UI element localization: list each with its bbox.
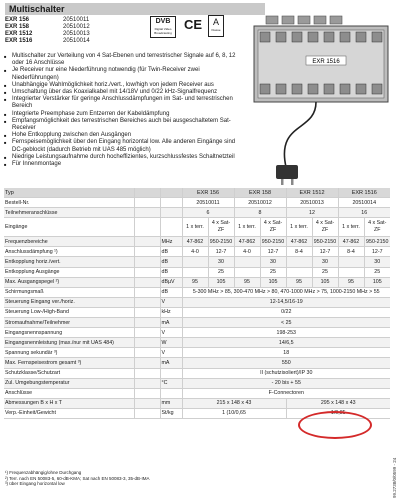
table-row bbox=[4, 388, 390, 398]
row-label: Abmessungen B x H x T bbox=[4, 398, 134, 408]
cell: 30 bbox=[312, 257, 338, 267]
feature-item: ■ Integrierte Preemphase zum Entzerren der Kabeldämpfung bbox=[4, 111, 236, 118]
row-label: Anschlüsse bbox=[4, 388, 134, 398]
header-cell bbox=[134, 188, 160, 198]
cell: 0/22 bbox=[182, 307, 390, 317]
cell: 6 bbox=[182, 208, 234, 218]
row-unit: dB bbox=[160, 267, 182, 277]
cell: 1 x terr. bbox=[286, 218, 312, 237]
power-plug-icon bbox=[276, 165, 298, 179]
header-cell bbox=[160, 188, 182, 198]
footnotes bbox=[5, 470, 150, 487]
row-label: Zul. Umgebungstemperatur bbox=[4, 378, 134, 388]
cell: 4 x Sat-ZF bbox=[364, 218, 390, 237]
cell: 950-2150 bbox=[208, 237, 234, 247]
cell: 8 bbox=[234, 208, 286, 218]
table-header-row bbox=[4, 188, 390, 198]
cell-highlighted: 295 x 148 x 43 bbox=[286, 398, 390, 408]
feature-item: ■ Integrierter Verstärker für geringe Anschlussdämpfungen im Sat- und terrestrischen Bereich bbox=[4, 96, 236, 110]
model-list bbox=[5, 17, 103, 45]
footnote: ²) Terr. nach EN 50083-5, 60-dB-KMA; Sat nach EN 50083-3, 35-dB-IMA bbox=[5, 475, 150, 481]
row-label: Verp.-Einheit/Gewicht bbox=[4, 408, 134, 418]
row-unit bbox=[160, 368, 182, 378]
header-cell: EXR 158 bbox=[234, 188, 286, 198]
table-row bbox=[4, 307, 390, 317]
cell: 95 bbox=[234, 277, 260, 287]
table-row bbox=[4, 277, 390, 287]
side-document-code: 99.2738/0/0599 - 24 bbox=[392, 457, 397, 498]
cell: 25 bbox=[312, 267, 338, 277]
cell: 47-862 bbox=[182, 237, 208, 247]
cell bbox=[338, 267, 364, 277]
row-unit: mA bbox=[160, 318, 182, 328]
table-row bbox=[4, 247, 390, 257]
row-label: Teilnehmeranschlüsse bbox=[4, 208, 134, 218]
row-unit: dBµV bbox=[160, 277, 182, 287]
row-label: Spannung sekundär ³) bbox=[4, 348, 134, 358]
section-title: Multischalter bbox=[5, 3, 265, 15]
cell: 4 x Sat-ZF bbox=[312, 218, 338, 237]
feature-item: ■ Unabhängige Wahlmöglichkeit horiz./vert., low/high von jedem Receiver aus bbox=[4, 82, 236, 89]
cell: 8-4 bbox=[338, 247, 364, 257]
model-row bbox=[5, 31, 103, 38]
cell: 1 x terr. bbox=[234, 218, 260, 237]
row-label: Eingangsnennspannung bbox=[4, 328, 134, 338]
cell: - 20 bis + 55 bbox=[182, 378, 390, 388]
row-label: Eingänge bbox=[4, 218, 134, 237]
table-row bbox=[4, 318, 390, 328]
feature-item: ■ Hohe Entkopplung zwischen den Ausgängen bbox=[4, 132, 236, 139]
row-unit: V bbox=[160, 328, 182, 338]
cell: 1 (10/0,65 bbox=[182, 408, 286, 418]
cell: 950-2150 bbox=[364, 237, 390, 247]
row-label: Entkopplung Ausgänge bbox=[4, 267, 134, 277]
row-unit: St/kg bbox=[160, 408, 182, 418]
cell: 12-7 bbox=[312, 247, 338, 257]
model-number: 20510012 bbox=[63, 24, 90, 30]
cell: 1/0,85 bbox=[286, 408, 390, 418]
cell: 12-14,5/16-19 bbox=[182, 297, 390, 307]
cell: 4-0 bbox=[182, 247, 208, 257]
cell: 198-253 bbox=[182, 328, 390, 338]
row-unit: V bbox=[160, 297, 182, 307]
model-name: EXR 158 bbox=[5, 24, 30, 30]
cell: 950-2150 bbox=[312, 237, 338, 247]
feature-item: ■ Je Receiver nur eine Niederführung notwendig (für Twin-Receiver zwei Niederführungen) bbox=[4, 67, 236, 81]
model-row bbox=[5, 38, 103, 45]
header-cell: Typ bbox=[4, 188, 134, 198]
row-label: Steuerung Eingang ver./horiz. bbox=[4, 297, 134, 307]
cell: 30 bbox=[208, 257, 234, 267]
model-name: EXR 156 bbox=[5, 17, 30, 23]
cell: 20510011 bbox=[182, 198, 234, 208]
cell: 25 bbox=[364, 267, 390, 277]
cell: 30 bbox=[364, 257, 390, 267]
model-row bbox=[5, 17, 103, 24]
feature-item: ■ Umschaltung über das Koaxialkabel mit 14/18V und 0/22 kHz-Signalfrequenz bbox=[4, 89, 236, 96]
table-row bbox=[4, 208, 390, 218]
energy-class-letter: A bbox=[212, 17, 219, 27]
row-label: Max. Ausgangspegel ²) bbox=[4, 277, 134, 287]
row-unit: °C bbox=[160, 378, 182, 388]
row-unit: dB bbox=[160, 287, 182, 297]
table-row bbox=[4, 198, 390, 208]
cell: 8-4 bbox=[286, 247, 312, 257]
cell: 20510013 bbox=[286, 198, 338, 208]
table-row bbox=[4, 297, 390, 307]
cell: 47-862 bbox=[234, 237, 260, 247]
cell: 12-7 bbox=[364, 247, 390, 257]
cell: 18 bbox=[182, 348, 390, 358]
cell: 12-7 bbox=[208, 247, 234, 257]
row-unit: W bbox=[160, 338, 182, 348]
table-row bbox=[4, 398, 390, 408]
cell: 95 bbox=[182, 277, 208, 287]
header-cell: EXR 156 bbox=[182, 188, 234, 198]
row-label: Schutzklasse/Schutzart bbox=[4, 368, 134, 378]
model-number: 20510011 bbox=[63, 17, 90, 23]
cell bbox=[182, 267, 208, 277]
row-label: Steuerung Low-/High-Band bbox=[4, 307, 134, 317]
row-unit: dB bbox=[160, 247, 182, 257]
table-row bbox=[4, 328, 390, 338]
multiswitch-device-image bbox=[246, 2, 396, 187]
row-label: Max. Fernspeisestrom gesamt ³) bbox=[4, 358, 134, 368]
cell: 25 bbox=[260, 267, 286, 277]
table-row bbox=[4, 338, 390, 348]
cell: 12 bbox=[286, 208, 338, 218]
model-row bbox=[5, 24, 103, 31]
cell bbox=[234, 257, 260, 267]
row-unit: mA bbox=[160, 358, 182, 368]
table-row bbox=[4, 267, 390, 277]
footnote: ¹) Frequenzabhängig/ohne Durchgang bbox=[5, 470, 82, 475]
cell bbox=[234, 267, 260, 277]
cell bbox=[286, 257, 312, 267]
feature-item: ■ Fernspeisemöglichkeit über den Eingang horizontal low. Alle anderen Eingänge sind DC-geblockt (dadurch Betrieb mit UAS 485 möglich) bbox=[4, 139, 236, 153]
dvb-logo-text: DVB bbox=[155, 18, 171, 25]
row-unit: mm bbox=[160, 398, 182, 408]
row-unit: V bbox=[160, 348, 182, 358]
upper-connector-row bbox=[266, 16, 342, 24]
row-unit: MHz bbox=[160, 237, 182, 247]
feature-list bbox=[4, 53, 236, 168]
cell: 5-300 MHz > 85, 300-470 MHz > 80, 470-1000 MHz > 75, 1000-2150 MHz > 55 bbox=[182, 287, 390, 297]
cell: 20510012 bbox=[234, 198, 286, 208]
cell: 105 bbox=[312, 277, 338, 287]
cell: 14/6,5 bbox=[182, 338, 390, 348]
dvb-logo bbox=[150, 16, 176, 38]
cell: 20510014 bbox=[338, 198, 390, 208]
row-unit bbox=[160, 388, 182, 398]
cell: 30 bbox=[260, 257, 286, 267]
cell bbox=[286, 267, 312, 277]
ce-mark-icon: CE bbox=[184, 17, 203, 32]
dvb-logo-subtext: Digital Video Broadcasting bbox=[154, 27, 172, 35]
model-name: EXR 1512 bbox=[5, 31, 33, 37]
device-label: EXR 1516 bbox=[312, 59, 340, 65]
cell: 95 bbox=[286, 277, 312, 287]
row-label: Frequenzbereiche bbox=[4, 237, 134, 247]
table-row bbox=[4, 378, 390, 388]
table-row bbox=[4, 257, 390, 267]
energy-class-icon bbox=[208, 15, 224, 37]
feature-item: ■ Für Innenmontage bbox=[4, 161, 236, 168]
cell bbox=[338, 257, 364, 267]
power-cable bbox=[284, 102, 316, 167]
highlight-circle bbox=[298, 411, 372, 439]
model-number: 20510014 bbox=[63, 38, 90, 44]
cell: 4 x Sat-ZF bbox=[208, 218, 234, 237]
energy-class-subtext: Klasse bbox=[211, 28, 221, 32]
row-label: Bestell-Nr. bbox=[4, 198, 134, 208]
row-label: Eingangsnennleistung (max./nur mit UAS 484) bbox=[4, 338, 134, 348]
spec-table bbox=[4, 188, 390, 419]
cell: 25 bbox=[208, 267, 234, 277]
table-row bbox=[4, 287, 390, 297]
feature-item: ■ Empfangsmöglichkeit des terrestrischen Bereiches auch bei ausgeschaltetem Sat-Receiver bbox=[4, 118, 236, 132]
row-label: Anschlussdämpfung ¹) bbox=[4, 247, 134, 257]
cell: 1 x terr. bbox=[338, 218, 364, 237]
cell: 105 bbox=[260, 277, 286, 287]
table-row bbox=[4, 368, 390, 378]
footnote: ³) über Eingang horizontal low bbox=[5, 481, 65, 486]
cell: 47-862 bbox=[338, 237, 364, 247]
cell: 12-7 bbox=[260, 247, 286, 257]
cell: II (schutzisoliert)/IP 30 bbox=[182, 368, 390, 378]
row-label: Entkopplung horiz./vert. bbox=[4, 257, 134, 267]
cell: 4 x Sat-ZF bbox=[260, 218, 286, 237]
row-label: Schirmungsmaß bbox=[4, 287, 134, 297]
cell: 105 bbox=[208, 277, 234, 287]
cell: 950-2150 bbox=[260, 237, 286, 247]
feature-item: ■ Multischalter zur Verteilung von 4 Sat-Ebenen und terrestrischer Signale auf 6, 8, 12 oder 16 Anschlüsse bbox=[4, 53, 236, 67]
cell bbox=[182, 257, 208, 267]
header-cell: EXR 1512 bbox=[286, 188, 338, 198]
cell: 4-0 bbox=[234, 247, 260, 257]
row-unit: dB bbox=[160, 257, 182, 267]
model-name: EXR 1516 bbox=[5, 38, 33, 44]
table-row bbox=[4, 237, 390, 247]
cell: 215 x 148 x 43 bbox=[182, 398, 286, 408]
cell: 95 bbox=[338, 277, 364, 287]
cell: 47-862 bbox=[286, 237, 312, 247]
feature-item: ■ Niedrige Leistungsaufnahme durch hocheffizientes, kurzschlussfestes Schaltnetzteil bbox=[4, 154, 236, 161]
row-label: Stromaufnahme/Teilnehmer bbox=[4, 318, 134, 328]
cell: F-Connectoren bbox=[182, 388, 390, 398]
table-row bbox=[4, 218, 390, 237]
cell: < 25 bbox=[182, 318, 390, 328]
cell: 1 x terr. bbox=[182, 218, 208, 237]
table-row bbox=[4, 348, 390, 358]
cell: 105 bbox=[364, 277, 390, 287]
table-row bbox=[4, 358, 390, 368]
model-number: 20510013 bbox=[63, 31, 90, 37]
row-unit: kHz bbox=[160, 307, 182, 317]
header-cell: EXR 1516 bbox=[338, 188, 390, 198]
cell: 16 bbox=[338, 208, 390, 218]
cell: 550 bbox=[182, 358, 390, 368]
